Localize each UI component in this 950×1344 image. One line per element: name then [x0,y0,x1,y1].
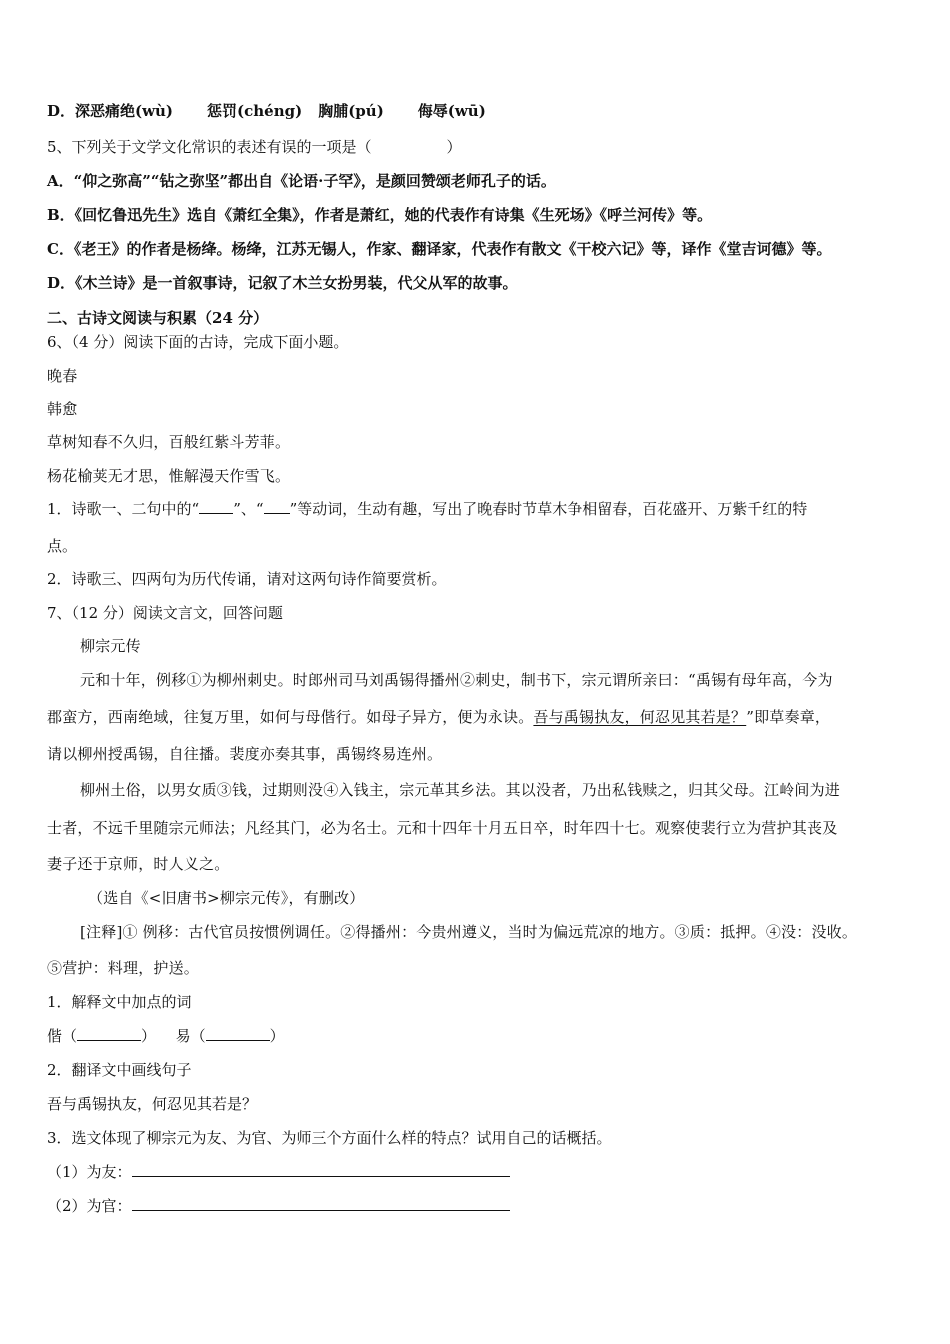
q4-option-d [47,101,486,121]
q6-sub1-continuation: 点。 [47,537,78,555]
q7-sub1: 1．解释文中加点的词 [47,993,192,1011]
q5-option-d: D．《木兰诗》是一首叙事诗，记叙了木兰女扮男装，代父从军的故事。 [47,274,518,292]
q7-stem: 7、（12 分）阅读文言文，回答问题 [47,604,283,622]
poem-line: 草树知春不久归，百般红紫斗芳菲。 [47,433,291,451]
answer-line[interactable] [132,1196,510,1211]
passage-source: （选自《<旧唐书>柳宗元传》，有删改） [88,889,365,907]
answer-blank[interactable] [199,499,233,514]
q6-sub1 [47,499,807,519]
answer-label: （1）为友： [47,1163,132,1181]
q4-option-d-item: 深恶痛绝(wù) [75,102,174,120]
q4-option-d-label: D． [47,102,76,120]
q5-option-b: B．《回忆鲁迅先生》选自《萧红全集》，作者是萧红，她的代表作有诗集《生死场》《呼兰河传》等。 [47,206,713,224]
bracket: ） [269,1027,285,1045]
passage-notes: [注释]① 例移：古代官员按惯例调任。②得播州：今贵州遵义，当时为偏远荒凉的地方。③质：抵押。④没：没收。 [80,923,858,941]
passage-text: 郡蛮方，西南绝域，往复万里，如何与母偕行。如母子异方，便为永诀。 [47,708,534,726]
passage-line: 柳州土俗，以男女质③钱，过期则没④入钱主，宗元革其乡法。其以没者，乃出私钱赎之，归其父母。江岭间为进 [80,781,841,799]
answer-blank[interactable] [206,1026,270,1041]
q6-sub1-text: ”等动词，生动有趣，写出了晚春时节草木争相留春，百花盛开、万紫千红的特 [289,500,808,518]
bracket: ） [141,1027,157,1045]
answer-label: （2）为官： [47,1197,132,1215]
q6-sub2: 2．诗歌三、四两句为历代传诵，请对这两句诗作简要赏析。 [47,570,447,588]
q7-sub2: 2．翻译文中画线句子 [47,1061,192,1079]
passage-notes: ⑤营护：料理，护送。 [47,959,200,977]
answer-line[interactable] [132,1162,510,1177]
q7-sub1-blanks [47,1026,285,1046]
word-label: 偕（ [47,1027,78,1045]
passage-line: 士者，不远千里随宗元师法；凡经其门，必为名士。元和十四年十月五日卒，时年四十七。观察使裴行立为营护其丧及 [47,819,838,837]
q4-option-d-item: 胸脯(pú) [318,102,384,120]
word-label: 易（ [175,1027,206,1045]
section-2-title: 二、古诗文阅读与积累（24 分） [47,309,269,327]
poem-line: 杨花榆荚无才思，惟解漫天作雪飞。 [47,467,291,485]
answer-blank[interactable] [264,499,290,514]
passage-line [47,707,830,727]
underlined-sentence: 吾与禹锡执友，何忍见其若是？ [533,708,747,726]
passage-text: ”即草奏章， [746,708,831,726]
poem-author: 韩愈 [47,400,78,418]
q7-sub2-sentence: 吾与禹锡执友，何忍见其若是？ [47,1095,258,1113]
passage-line: 请以柳州授禹锡，自往播。裴度亦奏其事，禹锡终易连州。 [47,745,443,763]
q6-stem: 6、（4 分）阅读下面的古诗，完成下面小题。 [47,333,349,351]
q5-option-c: C．《老王》的作者是杨绛。杨绛，江苏无锡人，作家、翻译家，代表作有散文《干校六记》等，译作《堂吉诃德》等。 [47,240,832,258]
q5-option-a: A．“仰之弥高”“钻之弥坚”都出自《论语·子罕》，是颜回赞颂老师孔子的话。 [47,172,556,190]
q7-sub3-official [47,1196,510,1216]
q6-sub1-text: 1．诗歌一、二句中的“ [47,500,200,518]
q5-stem: 5、下列关于文学文化常识的表述有误的一项是（ ） [47,138,462,156]
q6-sub1-text: ”、“ [233,500,264,518]
q4-option-d-item: 侮辱(wū) [417,102,486,120]
passage-line: 妻子还于京师，时人义之。 [47,855,230,873]
q7-sub3-friend [47,1162,510,1182]
q7-sub3: 3．选文体现了柳宗元为友、为官、为师三个方面什么样的特点？试用自己的话概括。 [47,1129,612,1147]
text-title: 柳宗元传 [80,637,141,655]
answer-blank[interactable] [77,1026,141,1041]
passage-line: 元和十年，例移①为柳州刺史。时郎州司马刘禹锡得播州②刺史，制书下，宗元谓所亲曰：“禹锡有母年高，今为 [80,671,833,689]
q4-option-d-item: 惩罚(chéng) [207,102,303,120]
poem-title: 晚春 [47,367,78,385]
